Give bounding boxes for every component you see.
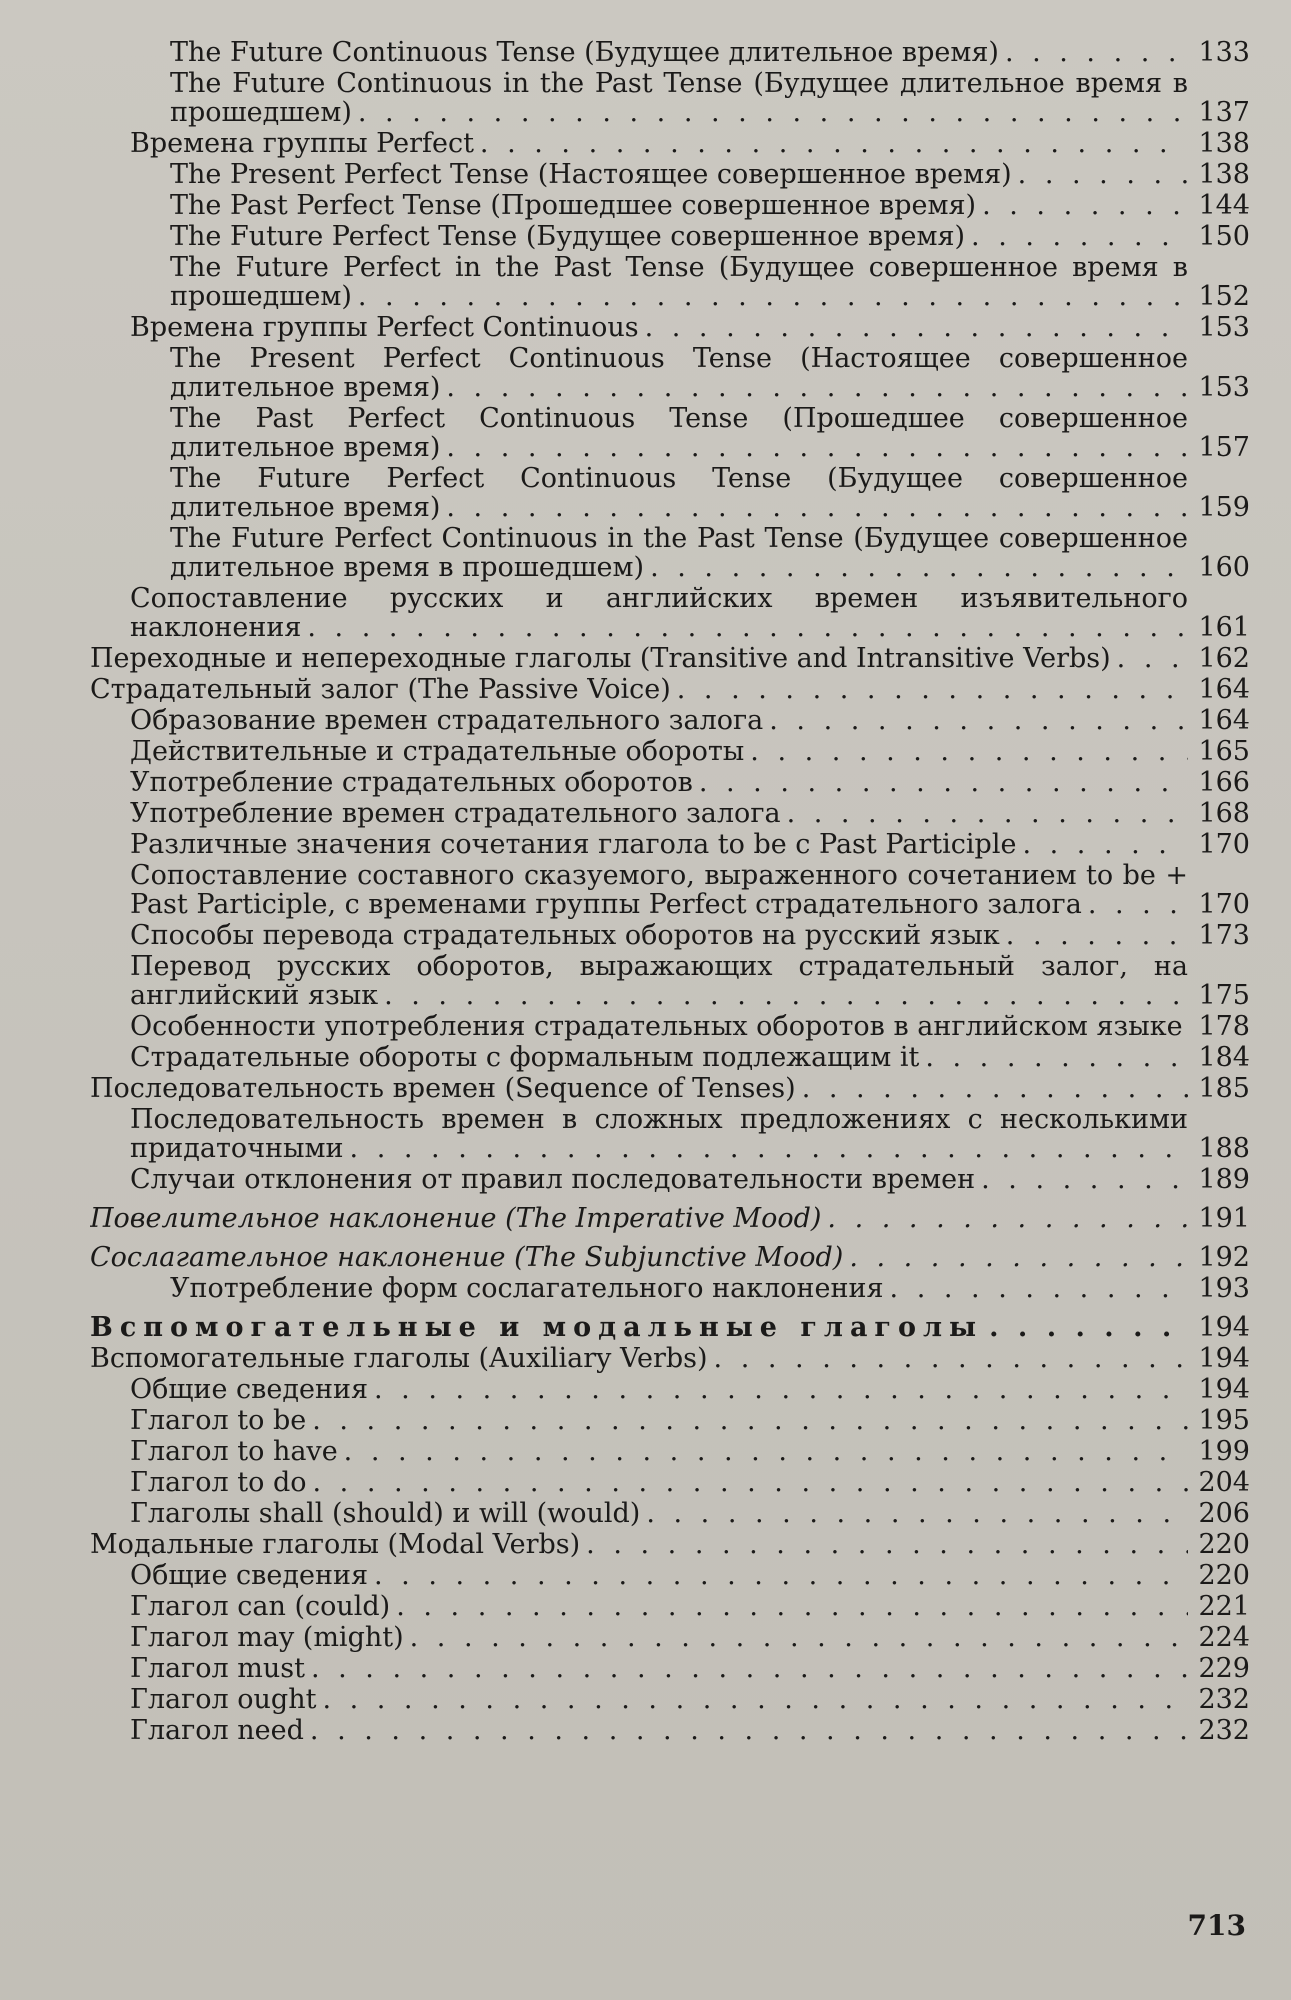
toc-entry-title: Глагол need . . . bbox=[130, 1716, 1188, 1745]
toc-entry bbox=[90, 1437, 1250, 1466]
toc-entry-title: The Future Continuous in the Past Tense (Будущее длительное время в прошедшем) . . . bbox=[170, 69, 1188, 127]
toc-entry bbox=[90, 768, 1250, 797]
toc-entry-page: 193 bbox=[1198, 1273, 1250, 1304]
toc-entry bbox=[90, 1105, 1250, 1163]
toc-entry-title: Сослагательное наклонение (The Subjunctive Mood) . . . bbox=[90, 1243, 1188, 1272]
toc-entry-page: 152 bbox=[1198, 281, 1250, 312]
toc-entry-page: 160 bbox=[1198, 552, 1250, 583]
toc-entry-title: Глагол to be . . . bbox=[130, 1406, 1188, 1435]
toc-entry-page: 199 bbox=[1198, 1436, 1250, 1467]
toc-entry-title: The Future Perfect Tense (Будущее совершенное время) . . . bbox=[170, 222, 1188, 251]
toc-entry-page: 162 bbox=[1198, 643, 1250, 674]
toc-entry-title: Глагол to do . . . bbox=[130, 1468, 1188, 1497]
toc-entry bbox=[90, 1716, 1250, 1745]
toc-entry-title: The Future Perfect in the Past Tense (Будущее совершенное время в прошедшем) . . . bbox=[170, 253, 1188, 311]
toc-entry bbox=[90, 524, 1250, 582]
toc-entry-page: 157 bbox=[1198, 432, 1250, 463]
toc-entry-page: 232 bbox=[1198, 1715, 1250, 1746]
toc-entry bbox=[90, 1313, 1250, 1342]
toc-entry bbox=[90, 1530, 1250, 1559]
toc-entry-title: Времена группы Perfect Continuous . . . bbox=[130, 313, 1188, 342]
page-number: 713 bbox=[1187, 1909, 1246, 1942]
toc-entry-title: Образование времен страдательного залога . . . bbox=[130, 706, 1188, 735]
toc-entry-page: 164 bbox=[1198, 674, 1250, 705]
toc-entry bbox=[90, 952, 1250, 1010]
toc-entry-title: Страдательные обороты с формальным подлежащим it . . . bbox=[130, 1043, 1188, 1072]
toc-entry bbox=[90, 1274, 1250, 1303]
toc-entry-title: Глагол must . . . bbox=[130, 1654, 1188, 1683]
toc-entry bbox=[90, 1204, 1250, 1233]
toc-entry bbox=[90, 1623, 1250, 1652]
toc-entry-page: 137 bbox=[1198, 97, 1250, 128]
toc-entry bbox=[90, 799, 1250, 828]
toc-entry-title: The Future Perfect Continuous Tense (Будущее совершенное длительное время) . . . bbox=[170, 464, 1188, 522]
toc-entry-page: 194 bbox=[1198, 1343, 1250, 1374]
toc-entry-page: 153 bbox=[1198, 372, 1250, 403]
toc-entry-title: Способы перевода страдательных оборотов на русский язык . . . bbox=[130, 921, 1188, 950]
toc-entry bbox=[90, 1043, 1250, 1072]
toc-entry-page: 175 bbox=[1198, 980, 1250, 1011]
toc-entry bbox=[90, 69, 1250, 127]
toc-entry bbox=[90, 253, 1250, 311]
toc-entry-page: 189 bbox=[1198, 1164, 1250, 1195]
toc-entry-title: Модальные глаголы (Modal Verbs) . . . bbox=[90, 1530, 1188, 1559]
toc-entry-title: Сопоставление составного сказуемого, выраженного сочетанием to be + Past Participle, с временами группы Perfect страдательного залога . . . bbox=[130, 861, 1188, 919]
toc-entry bbox=[90, 191, 1250, 220]
toc-entry-page: 220 bbox=[1198, 1560, 1250, 1591]
toc-entry-title: Общие сведения . . . bbox=[130, 1375, 1188, 1404]
toc-entry-page: 144 bbox=[1198, 190, 1250, 221]
toc-entry-page: 170 bbox=[1198, 889, 1250, 920]
toc-entry bbox=[90, 1561, 1250, 1590]
toc-entry-page: 185 bbox=[1198, 1073, 1250, 1104]
toc-entry-title: Глагол may (might) . . . bbox=[130, 1623, 1188, 1652]
toc-entry bbox=[90, 706, 1250, 735]
toc-entry-page: 138 bbox=[1198, 159, 1250, 190]
toc-entry-title: Времена группы Perfect . . . bbox=[130, 129, 1188, 158]
toc-entry-title: Сопоставление русских и английских времен изъявительного наклонения . . . bbox=[130, 584, 1188, 642]
toc-entry bbox=[90, 1468, 1250, 1497]
toc-entry bbox=[90, 1243, 1250, 1272]
toc-entry-page: 173 bbox=[1198, 920, 1250, 951]
toc-entry bbox=[90, 737, 1250, 766]
table-of-contents bbox=[90, 38, 1250, 1747]
toc-entry-title: Глаголы shall (should) и will (would) . . . bbox=[130, 1499, 1188, 1528]
toc-entry-title: Переходные и непереходные глаголы (Transitive and Intransitive Verbs) . . . bbox=[90, 644, 1188, 673]
toc-entry-title: Перевод русских оборотов, выражающих страдательный залог, на английский язык . . . bbox=[130, 952, 1188, 1010]
toc-entry-page: 166 bbox=[1198, 767, 1250, 798]
toc-entry-page: 195 bbox=[1198, 1405, 1250, 1436]
toc-entry-page: 153 bbox=[1198, 312, 1250, 343]
toc-entry bbox=[90, 1654, 1250, 1683]
toc-entry-page: 165 bbox=[1198, 736, 1250, 767]
toc-entry-page: 178 bbox=[1198, 1011, 1250, 1042]
toc-entry-title: Повелительное наклонение (The Imperative Mood) . . . bbox=[90, 1204, 1188, 1233]
toc-entry-title: Последовательность времен (Sequence of Tenses) . . . bbox=[90, 1074, 1188, 1103]
toc-entry-page: 220 bbox=[1198, 1529, 1250, 1560]
toc-entry-title: Глагол can (could) . . . bbox=[130, 1592, 1188, 1621]
toc-entry-title: Случаи отклонения от правил последовательности времен . . . bbox=[130, 1165, 1188, 1194]
toc-entry-page: 133 bbox=[1198, 37, 1250, 68]
toc-entry-title: Вспомогательные глаголы (Auxiliary Verbs) . . . bbox=[90, 1344, 1188, 1373]
toc-entry-title: The Past Perfect Tense (Прошедшее совершенное время) . . . bbox=[170, 191, 1188, 220]
toc-entry-title: Употребление страдательных оборотов . . . bbox=[130, 768, 1188, 797]
toc-entry-title: Употребление времен страдательного залога . . . bbox=[130, 799, 1188, 828]
toc-entry-page: 161 bbox=[1198, 612, 1250, 643]
toc-entry-page: 194 bbox=[1198, 1312, 1250, 1343]
toc-entry bbox=[90, 38, 1250, 67]
toc-entry bbox=[90, 861, 1250, 919]
toc-entry-title: Глагол to have . . . bbox=[130, 1437, 1188, 1466]
toc-entry bbox=[90, 344, 1250, 402]
toc-entry-page: 192 bbox=[1198, 1242, 1250, 1273]
toc-entry-page: 170 bbox=[1198, 829, 1250, 860]
toc-entry bbox=[90, 584, 1250, 642]
toc-entry-title: The Past Perfect Continuous Tense (Прошедшее совершенное длительное время) . . . bbox=[170, 404, 1188, 462]
toc-entry-title: Действительные и страдательные обороты . . . bbox=[130, 737, 1188, 766]
toc-entry-page: 184 bbox=[1198, 1042, 1250, 1073]
toc-entry-title: Глагол ought . . . bbox=[130, 1685, 1188, 1714]
toc-entry bbox=[90, 404, 1250, 462]
toc-entry bbox=[90, 1074, 1250, 1103]
toc-entry-title: Общие сведения . . . bbox=[130, 1561, 1188, 1590]
toc-entry-title: The Future Perfect Continuous in the Past Tense (Будущее совершенное длительное время в прошедшем) . . . bbox=[170, 524, 1188, 582]
toc-entry bbox=[90, 1499, 1250, 1528]
toc-entry-page: 150 bbox=[1198, 221, 1250, 252]
toc-entry-title: Страдательный залог (The Passive Voice) . . . bbox=[90, 675, 1188, 704]
toc-entry-page: 221 bbox=[1198, 1591, 1250, 1622]
toc-entry-page: 188 bbox=[1198, 1133, 1250, 1164]
toc-entry-page: 159 bbox=[1198, 492, 1250, 523]
toc-entry-page: 232 bbox=[1198, 1684, 1250, 1715]
toc-entry bbox=[90, 1375, 1250, 1404]
toc-entry bbox=[90, 675, 1250, 704]
toc-entry bbox=[90, 830, 1250, 859]
toc-entry bbox=[90, 129, 1250, 158]
toc-entry bbox=[90, 160, 1250, 189]
toc-entry-title: Особенности употребления страдательных оборотов в английском языке . . . bbox=[130, 1012, 1188, 1041]
toc-entry bbox=[90, 1012, 1250, 1041]
toc-entry-page: 224 bbox=[1198, 1622, 1250, 1653]
toc-entry bbox=[90, 1685, 1250, 1714]
toc-entry bbox=[90, 1344, 1250, 1373]
toc-entry-page: 206 bbox=[1198, 1498, 1250, 1529]
toc-entry-title: Различные значения сочетания глагола to be с Past Participle . . . bbox=[130, 830, 1188, 859]
toc-entry-page: 194 bbox=[1198, 1374, 1250, 1405]
toc-entry bbox=[90, 313, 1250, 342]
toc-entry bbox=[90, 921, 1250, 950]
toc-entry-title: The Future Continuous Tense (Будущее длительное время) . . . bbox=[170, 38, 1188, 67]
toc-entry-title: Последовательность времен в сложных предложениях с несколькими придаточными . . . bbox=[130, 1105, 1188, 1163]
toc-entry-title: Вспомогательные и модальные глаголы . . . bbox=[90, 1313, 1188, 1342]
toc-entry-page: 191 bbox=[1198, 1203, 1250, 1234]
toc-entry-title: The Present Perfect Continuous Tense (Настоящее совершенное длительное время) . . . bbox=[170, 344, 1188, 402]
toc-entry bbox=[90, 1406, 1250, 1435]
toc-entry bbox=[90, 1165, 1250, 1194]
toc-entry-page: 138 bbox=[1198, 128, 1250, 159]
toc-entry bbox=[90, 1592, 1250, 1621]
toc-entry bbox=[90, 464, 1250, 522]
toc-entry-title: Употребление форм сослагательного наклонения . . . bbox=[170, 1274, 1188, 1303]
toc-entry-title: The Present Perfect Tense (Настоящее совершенное время) . . . bbox=[170, 160, 1188, 189]
toc-entry-page: 168 bbox=[1198, 798, 1250, 829]
toc-entry bbox=[90, 222, 1250, 251]
toc-entry-page: 164 bbox=[1198, 705, 1250, 736]
toc-entry-page: 204 bbox=[1198, 1467, 1250, 1498]
toc-entry-page: 229 bbox=[1198, 1653, 1250, 1684]
toc-entry bbox=[90, 644, 1250, 673]
